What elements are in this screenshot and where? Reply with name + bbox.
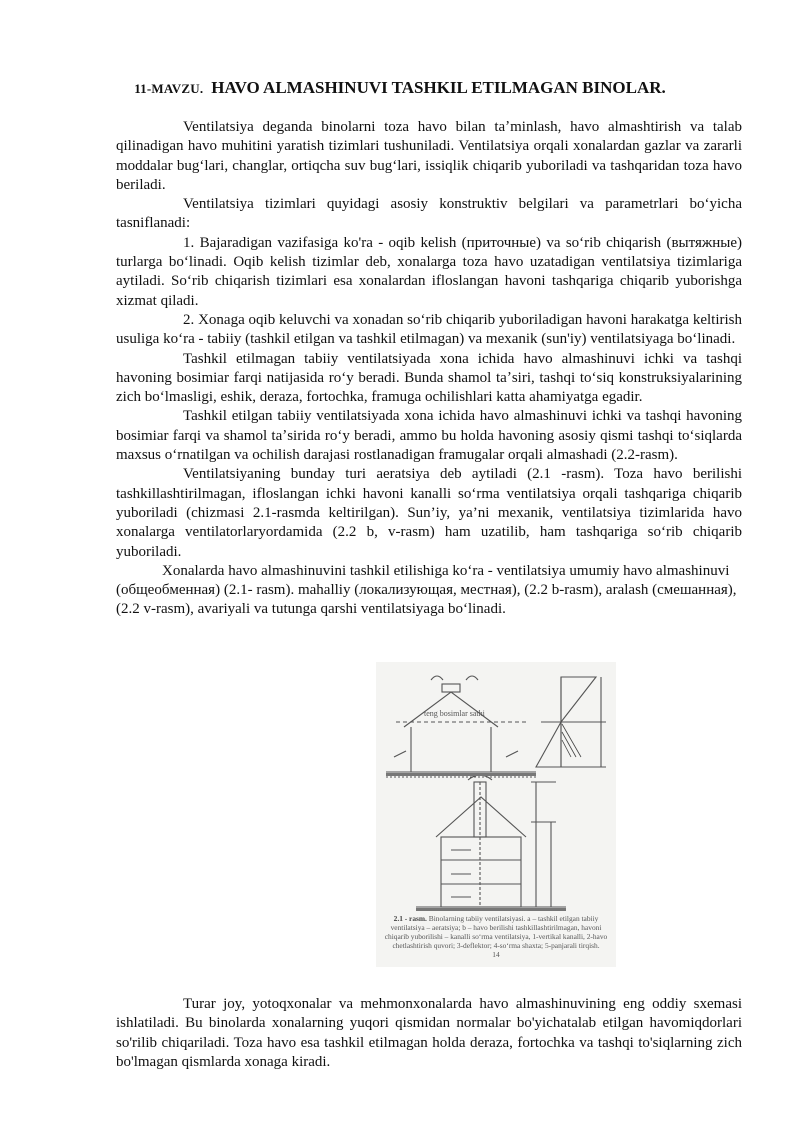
ventilation-figure xyxy=(376,662,616,967)
paragraph: Ventilatsiya deganda binolarni toza havo bilan taʼminlash, havo almashtirish va talab qilinadigan havo muhitini yaratish tizimlari tushuniladi. Ventilatsiya orqali xonalardan gazlar va zararli moddalar bugʻlari, changlar, ortiqcha suv bugʻlari, issiqlik chiqarib yuboriladi va tashqaridan toza havo beriladi. xyxy=(116,119,742,193)
topic-number: 11-MAVZU. xyxy=(134,81,204,96)
list-item: 1. Bajaradigan vazifasiga ko'ra - oqib kelish (приточные) va soʻrib chiqarish (вытяжные) turlarga boʻlinadi. Oqib kelish tizimlar deb, xonalarga toza havo uzatadigan ventilatsiya tizimlariga aytiladi. Soʻrib chiqarish tizimlari esa xonalardan ifloslangan havoni tashqariga chiqarib yuborishga xizmat qiladi. xyxy=(116,234,742,309)
list-item: 2. Xonaga oqib keluvchi va xonadan soʻrib chiqarib yuboriladigan havoni harakatga keltirish usuliga koʻra - tabiiy (tashkil etilgan va tashkil etilmagan) va mexanik (sun'iy) ventilatsiyaga boʻlinadi. xyxy=(116,311,742,348)
paragraph: Ventilatsiyaning bunday turi aeratsiya deb aytiladi (2.1 -rasm). Toza havo berilishi tashkillashtirilmagan, ifloslangan ichki havoni kanalli soʻrma ventilatsiya orqali tashqariga chiqarib yuboriladi (chizmasi 2.1-rasmda keltirilgan). Sun’iy, ya’ni mexanik, ventilatsiya tizimlarida havo xonalarga ventilatorlaryordamida (2.2 b, v-rasm) ham uzatilib, ham tashqariga soʻrib chiqarib yuboriladi. xyxy=(116,466,742,560)
paragraph: Xonalarda havo almashinuvini tashkil etilishiga koʻra - ventilatsiya umumiy havo almashinuvi (общеобменная) (2.1- rasm). mahalliy (локализующая, местная), (2.2 b-rasm), aralash (смешанная), (2.2 v-rasm), avariyali va tutunga qarshi ventilatsiyaga boʻlinadi. xyxy=(116,562,737,618)
body-text-continued xyxy=(116,995,742,1072)
caption-text: Binolarning tabiiy ventilatsiyasi. a – tashkil etilgan tabiiy ventilatsiya – aeratsiya; b – havo berilishi tashkillashtirilmagan, havoni chiqarib yuborilishi – kanalli soʻrma ventilatsiya, 1-vertikal kanalli, 2-havo chetlashtirish quvori; 3-deflektor; 4-soʻrma shaxta; 5-panjarali tirqish. xyxy=(384,914,608,950)
paragraph: Turar joy, yotoqxonalar va mehmonxonalarda havo almashinuvining eng oddiy sxemasi ishlatiladi. Bu binolarda xonalarning yuqori qismidan normalar bo'yichatalab etilgan havomiqdorlari so'rilib chiqariladi. Toza havo esa tashkil etilmagan holda deraza, fortochka va tashqi to'siqlarning zich bo'lmagan qismlarda xonaga kiradi. xyxy=(116,996,742,1070)
body-text xyxy=(116,118,742,620)
caption-title: 2.1 - rasm. xyxy=(393,914,427,923)
topic-title: HAVO ALMASHINUVI TASHKIL ETILMAGAN BINOLAR. xyxy=(211,78,666,97)
paragraph: Tashkil etilgan tabiiy ventilatsiyada xona ichida havo almashinuvi ichki va tashqi havoning bosimiar farqi va shamol taʼsirida roʻy beradi, ammo bu holda havoning asosiy qismi tashqi toʻsiqlarda maxsus oʻrnatilgan va ochilish darajasi rostlanadigan framugalar orqali almashadi (2.2-rasm). xyxy=(116,408,742,464)
figure-caption xyxy=(382,914,610,959)
figure-page-mark: 14 xyxy=(492,950,500,959)
paragraph: Ventilatsiya tizimlari quyidagi asosiy konstruktiv belgilari va parametrlari boʻyicha tasniflanadi: xyxy=(116,196,742,232)
paragraph: Tashkil etilmagan tabiiy ventilatsiyada xona ichida havo almashinuvi ichki va tashqi havoning bosimiar farqi natijasida roʻy beradi. Bunda shamol taʼsiri, tashqi toʻsiq konstruksiyalarining zich boʻlmasligi, eshik, deraza, fortochka, framuga ochilishlari katta ahamiyatga egadir. xyxy=(116,350,742,406)
equal-pressure-label: teng bosimlar sathi xyxy=(424,709,485,718)
page-title xyxy=(0,78,800,98)
